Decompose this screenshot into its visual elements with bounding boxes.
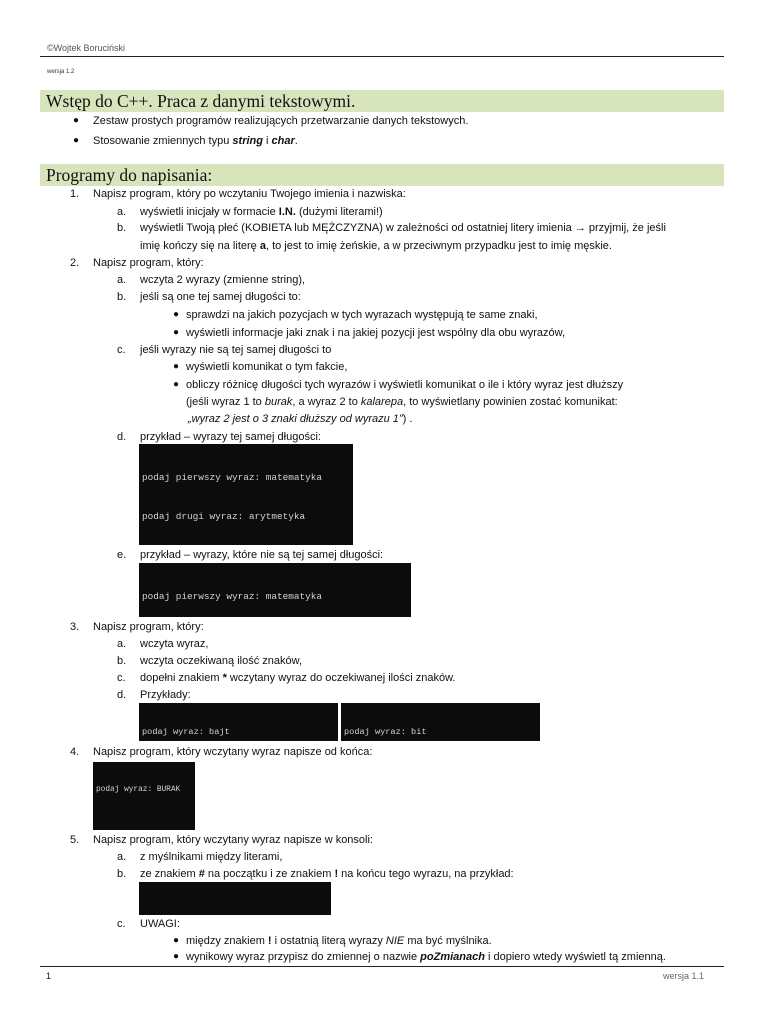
item-number: 1. [70, 188, 80, 200]
console-output-padding-2 [341, 703, 540, 741]
program-1-text: Napisz program, który po wczytaniu Twojego imienia i nazwiska: [93, 188, 406, 200]
sub-item-label: d. [117, 689, 127, 701]
sub-item-label: d. [117, 431, 127, 443]
console-output-diff-length [139, 563, 411, 617]
console-line: podaj drugi wyraz: arytmetyka [142, 511, 306, 523]
intro-bullet-2: Stosowanie zmiennych typu string i char. [93, 135, 298, 147]
program-1a-text: wyświetli inicjały w formacie I.N. (dużymi literami!) [140, 206, 383, 218]
sub-item-label: c. [117, 672, 126, 684]
bullet-icon: ● [73, 135, 80, 146]
program-2c-item-1: wyświetli komunikat o tym fakcie, [186, 361, 348, 373]
sub-item-label: b. [117, 655, 127, 667]
program-5a-text: z myślnikami między literami, [140, 851, 283, 863]
sub-item-label: a. [117, 206, 127, 218]
console-line: podaj pierwszy wyraz: matematyka [142, 472, 323, 484]
sub-item-label: a. [117, 274, 127, 286]
program-3-text: Napisz program, który: [93, 621, 204, 633]
item-number: 5. [70, 834, 80, 846]
footer-version: wersja 1.1 [662, 971, 704, 981]
bullet-icon: ● [173, 361, 180, 372]
program-2b-text: jeśli są one tej samej długości to: [140, 291, 301, 303]
program-3c-text: dopełni znakiem * wczytany wyraz do oczekiwanej ilości znaków. [140, 672, 456, 684]
sub-item-label: b. [117, 222, 127, 234]
bullet-icon: ● [173, 935, 180, 946]
bullet-icon: ● [73, 115, 80, 126]
program-2-text: Napisz program, który: [93, 257, 204, 269]
console-output-same-length [139, 444, 353, 545]
sub-item-label: a. [117, 638, 127, 650]
program-5b-text: ze znakiem # na początku i ze znakiem ! na końcu tego wyrazu, na przykład: [140, 868, 514, 880]
item-number: 4. [70, 746, 80, 758]
sub-item-label: c. [117, 918, 126, 930]
program-2c-note: (jeśli wyraz 1 to burak, a wyraz 2 to kalarepa, to wyświetlany powinien zostać komunikat: [186, 396, 618, 408]
program-5-text: Napisz program, który wczytany wyraz napisze w konsoli: [93, 834, 373, 846]
console-line: podaj wyraz: bit [344, 726, 427, 737]
program-3b-text: wczyta oczekiwaną ilość znaków, [140, 655, 303, 667]
console-line: podaj wyraz: BURAK [96, 786, 181, 795]
console-line: podaj wyraz: bajt [142, 726, 230, 737]
item-number: 3. [70, 621, 80, 633]
program-3d-text: Przykłady: [140, 689, 191, 701]
console-line [142, 914, 328, 915]
program-3a-text: wczyta wyraz, [140, 638, 209, 650]
intro-bullet-1: Zestaw prostych programów realizujących przetwarzanie danych tekstowych. [93, 115, 469, 127]
item-number: 2. [70, 257, 80, 269]
program-1b-line-1: wyświetli Twoją płeć (KOBIETA lub MĘŻCZYZNA) w zależności od ostatniej litery imienia → przyjmij, że jeśli [140, 222, 666, 234]
console-output-padding-1 [139, 703, 338, 741]
sub-item-label: b. [117, 868, 127, 880]
bullet-icon: ● [173, 379, 180, 390]
header-author: ©Wojtek Boruciński [47, 43, 125, 53]
console-output-reverse [93, 762, 195, 830]
program-2c-text: jeśli wyrazy nie są tej samej długości to [140, 344, 332, 356]
program-2c-item-2: obliczy różnicę długości tych wyrazów i wyświetli komunikat o ile i który wyraz jest dłuższy [186, 379, 624, 391]
right-arrow-icon: → [574, 222, 586, 234]
program-4-text: Napisz program, który wczytany wyraz napisze od końca: [93, 746, 373, 758]
program-1b-line-2: imię kończy się na literę a, to jest to imię żeńskie, a w przeciwnym przypadku jest to imię męskie. [140, 240, 612, 252]
program-2e-text: przykład – wyrazy, które nie są tej samej długości: [140, 549, 384, 561]
console-output-dashes [139, 882, 331, 915]
program-2b-item-1: sprawdzi na jakich pozycjach w tych wyrazach występują te same znaki, [186, 309, 538, 321]
section-heading-programs: Programy do napisania: [40, 164, 724, 186]
sub-item-label: e. [117, 549, 127, 561]
program-2a-text: wczyta 2 wyrazy (zmienne string), [140, 274, 306, 286]
program-5c-item-2: wynikowy wyraz przypisz do zmiennej o nazwie poZmianach i dopiero wtedy wyświetl tą zmienną. [186, 951, 666, 963]
sub-item-label: a. [117, 851, 127, 863]
program-5c-text: UWAGI: [140, 918, 180, 930]
footer-page-number: 1 [46, 971, 52, 981]
bullet-icon: ● [173, 951, 180, 962]
program-2b-item-2: wyświetli informacje jaki znak i na jakiej pozycji jest wspólny dla obu wyrazów, [186, 327, 566, 339]
console-line: podaj pierwszy wyraz: matematyka [142, 591, 323, 603]
section-heading-intro: Wstęp do C++. Praca z danymi tekstowymi. [40, 90, 724, 112]
sub-item-label: b. [117, 291, 127, 303]
footer-divider [40, 966, 724, 967]
program-2c-quote: „wyraz 2 jest o 3 znaki dłuższy od wyrazu 1”) . [188, 413, 413, 425]
bullet-icon: ● [173, 327, 180, 338]
header-divider [40, 56, 724, 57]
header-version: wersja 1.2 [47, 69, 75, 75]
program-2d-text: przykład – wyrazy tej samej długości: [140, 431, 321, 443]
sub-item-label: c. [117, 344, 126, 356]
bullet-icon: ● [173, 309, 180, 320]
program-5c-item-1: między znakiem ! i ostatnią literą wyrazy NIE ma być myślnika. [186, 935, 492, 947]
